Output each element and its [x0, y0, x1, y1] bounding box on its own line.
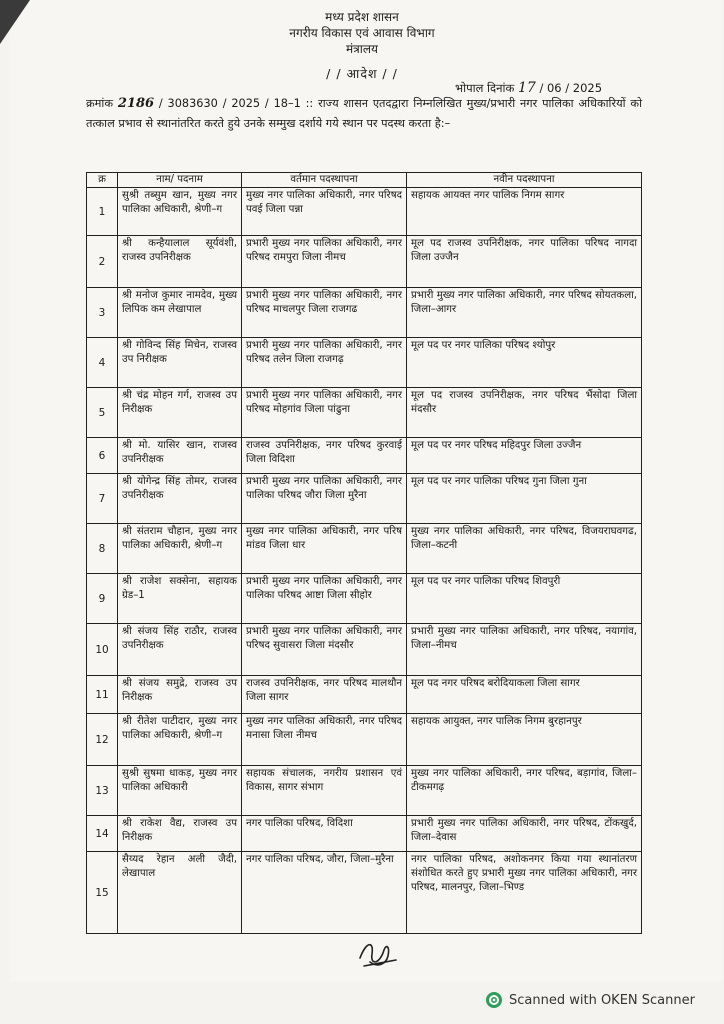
table-row [87, 524, 642, 574]
row-current-posting: मुख्य नगर पालिका अधिकारी, नगर परिष मांडव जिला धार [242, 524, 407, 574]
reference-suffix: / 3083630 / 2025 / 18–1 [158, 97, 301, 110]
row-serial: 10 [87, 624, 118, 676]
table-row [87, 388, 642, 438]
row-serial: 8 [87, 524, 118, 574]
signature-mark [356, 936, 400, 972]
row-current-posting: मुख्य नगर पालिका अधिकारी, नगर परिषद पवई जिला पन्ना [242, 188, 407, 236]
date-day-handwritten: 17 [517, 80, 536, 96]
row-serial: 2 [87, 236, 118, 288]
row-current-posting: सहायक संचालक, नगरीय प्रशासन एवं विकास, सागर संभाग [242, 766, 407, 816]
reference-number-handwritten: 2186 [117, 96, 155, 111]
row-name-designation: श्री राजेश सक्सेना, सहायक ग्रेड–1 [118, 574, 242, 624]
row-current-posting: प्रभारी मुख्य नगर पालिका अधिकारी, नगर परिषद मोहगांव जिला पांढुना [242, 388, 407, 438]
row-current-posting: प्रभारी मुख्य नगर पालिका अधिकारी, नगर पालिका परिषद आष्टा जिला सीहोर [242, 574, 407, 624]
row-current-posting: नगर पालिका परिषद, विदिशा [242, 816, 407, 852]
table-row [87, 816, 642, 852]
row-new-posting: प्रभारी मुख्य नगर पालिका अधिकारी, नगर परिषद, नयागांव, जिला–नीमच [407, 624, 642, 676]
row-serial: 12 [87, 714, 118, 766]
row-serial: 5 [87, 388, 118, 438]
row-serial: 3 [87, 288, 118, 338]
department-name: नगरीय विकास एवं आवास विभाग [289, 26, 435, 40]
row-serial: 7 [87, 474, 118, 524]
transfer-table [86, 172, 642, 934]
table-row [87, 188, 642, 236]
header-serial: क्र [87, 173, 118, 188]
row-name-designation: श्री संतराम चौहान, मुख्य नगर पालिका अधिकारी, श्रेणी–ग [118, 524, 242, 574]
row-serial: 11 [87, 676, 118, 714]
order-title: / / आदेश / / [326, 66, 398, 81]
table-row [87, 714, 642, 766]
row-current-posting: राजस्व उपनिरीक्षक, नगर परिषद कुरवाई जिला विदिशा [242, 438, 407, 474]
row-name-designation: सुश्री सुषमा धाकड़, मुख्य नगर पालिका अधिकारी [118, 766, 242, 816]
table-row [87, 236, 642, 288]
row-new-posting: नगर पालिका परिषद, अशोकनगर किया गया स्थानांतरण संशोधित करते हुए प्रभारी मुख्य नगर पालिका अधिकारी, नगर परिषद, मालनपुर, जिला–भिण्ड [407, 852, 642, 934]
row-new-posting: मूल पद पर नगर पालिका परिषद गुना जिला गुना [407, 474, 642, 524]
row-new-posting: मूल पद पर नगर पालिका परिषद शिवपुरी [407, 574, 642, 624]
row-serial: 1 [87, 188, 118, 236]
row-name-designation: श्री रीतेश पाटीदार, मुख्य नगर पालिका अधिकारी, श्रेणी–ग [118, 714, 242, 766]
table-row [87, 574, 642, 624]
row-current-posting: मुख्य नगर पालिका अधिकारी, नगर परिषद मनासा जिला नीमच [242, 714, 407, 766]
table-row [87, 624, 642, 676]
row-name-designation: श्री राकेश वैद्य, राजस्व उप निरीक्षक [118, 816, 242, 852]
row-serial: 9 [87, 574, 118, 624]
row-new-posting: मूल पद नगर परिषद बरोदियाकला जिला सागर [407, 676, 642, 714]
row-serial: 4 [87, 338, 118, 388]
row-serial: 6 [87, 438, 118, 474]
date-rest: / 06 / 2025 [539, 81, 603, 95]
row-serial: 13 [87, 766, 118, 816]
row-name-designation: श्री संजय सिंह राठौर, राजस्व उपनिरीक्षक [118, 624, 242, 676]
row-new-posting: मूल पद पर नगर परिषद महिदपुर जिला उज्जैन [407, 438, 642, 474]
table-row [87, 852, 642, 934]
row-name-designation: श्री कन्हैयालाल सूर्यवंशी, राजस्व उपनिरीक्षक [118, 236, 242, 288]
header-new-posting: नवीन पदस्थापना [407, 173, 642, 188]
row-current-posting: प्रभारी मुख्य नगर पालिका अधिकारी, नगर परिषद माचलपुर जिला राजगढ [242, 288, 407, 338]
table-row [87, 474, 642, 524]
govt-name: मध्य प्रदेश शासन [325, 10, 399, 24]
header-current-posting: वर्तमान पदस्थापना [242, 173, 407, 188]
row-new-posting: सहायक आयुक्त, नगर पालिक निगम बुरहानपुर [407, 714, 642, 766]
row-current-posting: राजस्व उपनिरीक्षक, नगर परिषद मालथौन जिला सागर [242, 676, 407, 714]
row-current-posting: प्रभारी मुख्य नगर पालिका अधिकारी, नगर परिषद रामपुरा जिला नीमच [242, 236, 407, 288]
row-name-designation: श्री चंद्र मोहन गर्ग, राजस्व उप निरीक्षक [118, 388, 242, 438]
row-name-designation: श्री मनोज कुमार नामदेव, मुख्य लिपिक कम लेखापाल [118, 288, 242, 338]
date-prefix: भोपाल दिनांक [455, 81, 515, 95]
row-new-posting: प्रभारी मुख्य नगर पालिका अधिकारी, नगर परिषद सोयतकला, जिला–आगर [407, 288, 642, 338]
header-name: नाम/ पदनाम [118, 173, 242, 188]
row-name-designation: श्री गोविन्द सिंह मिचेन, राजस्व उप निरीक्षक [118, 338, 242, 388]
row-serial: 15 [87, 852, 118, 934]
row-name-designation: सैय्यद रेहान अली जैदी, लेखापाल [118, 852, 242, 934]
row-new-posting: मुख्य नगर पालिका अधिकारी, नगर परिषद, बड़ागांव, जिला–टीकमगढ़ [407, 766, 642, 816]
row-new-posting: मूल पद पर नगर पालिका परिषद श्योपुर [407, 338, 642, 388]
row-new-posting: सहायक आयक्त नगर पालिक निगम सागर [407, 188, 642, 236]
row-serial: 14 [87, 816, 118, 852]
row-new-posting: प्रभारी मुख्य नगर पालिका अधिकारी, नगर परिषद, टोंकखुर्द, जिला–देवास [407, 816, 642, 852]
row-new-posting: मूल पद राजस्व उपनिरीक्षक, नगर पालिका परिषद नागदा जिला उज्जैन [407, 236, 642, 288]
ministry-label: मंत्रालय [345, 42, 378, 56]
table-row [87, 288, 642, 338]
table-row [87, 766, 642, 816]
row-name-designation: श्री मो. यासिर खान, राजस्व उपनिरीक्षक [118, 438, 242, 474]
row-current-posting: प्रभारी मुख्य नगर पालिका अधिकारी, नगर पालिका परिषद जौरा जिला मुरैना [242, 474, 407, 524]
scanner-watermark [485, 990, 695, 1010]
row-new-posting: मूल पद राजस्व उपनिरीक्षक, नगर परिषद भैंसोदा जिला मंदसौर [407, 388, 642, 438]
scanner-logo-icon [485, 991, 503, 1009]
row-new-posting: मुख्य नगर पालिका अधिकारी, नगर परिषद, विजयराघवगढ, जिला–कटनी [407, 524, 642, 574]
intro-text: :: राज्य शासन एतदद्वारा निम्नलिखित मुख्य/प्रभारी नगर पालिका अधिकारियों को तत्काल प्रभाव से स्थानांतरित करते हुये उनके सम्मुख दर्शाये गये स्थान पर पदस्थ करता है:– [86, 97, 643, 130]
reference-prefix: क्रमांक [86, 97, 114, 110]
table-header-row [87, 173, 642, 188]
row-current-posting: नगर पालिका परिषद, जौरा, जिला–मुरैना [242, 852, 407, 934]
row-name-designation: श्री योगेन्द्र सिंह तोमर, राजस्व उपनिरीक्षक [118, 474, 242, 524]
table-row [87, 338, 642, 388]
table-row [87, 676, 642, 714]
row-name-designation: सुश्री तब्‍सुम खान, मुख्य नगर पालिका अधिकारी, श्रेणी–ग [118, 188, 242, 236]
row-name-designation: श्री संजय समुद्रे, राजस्व उप निरीक्षक [118, 676, 242, 714]
order-intro [86, 94, 642, 134]
row-current-posting: प्रभारी मुख्य नगर पालिका अधिकारी, नगर परिषद सुवासरा जिला मंदसौर [242, 624, 407, 676]
row-current-posting: प्रभारी मुख्य नगर पालिका अधिकारी, नगर परिषद तलेन जिला राजगढ़ [242, 338, 407, 388]
table-row [87, 438, 642, 474]
scanner-label: Scanned with OKEN Scanner [509, 992, 695, 1008]
